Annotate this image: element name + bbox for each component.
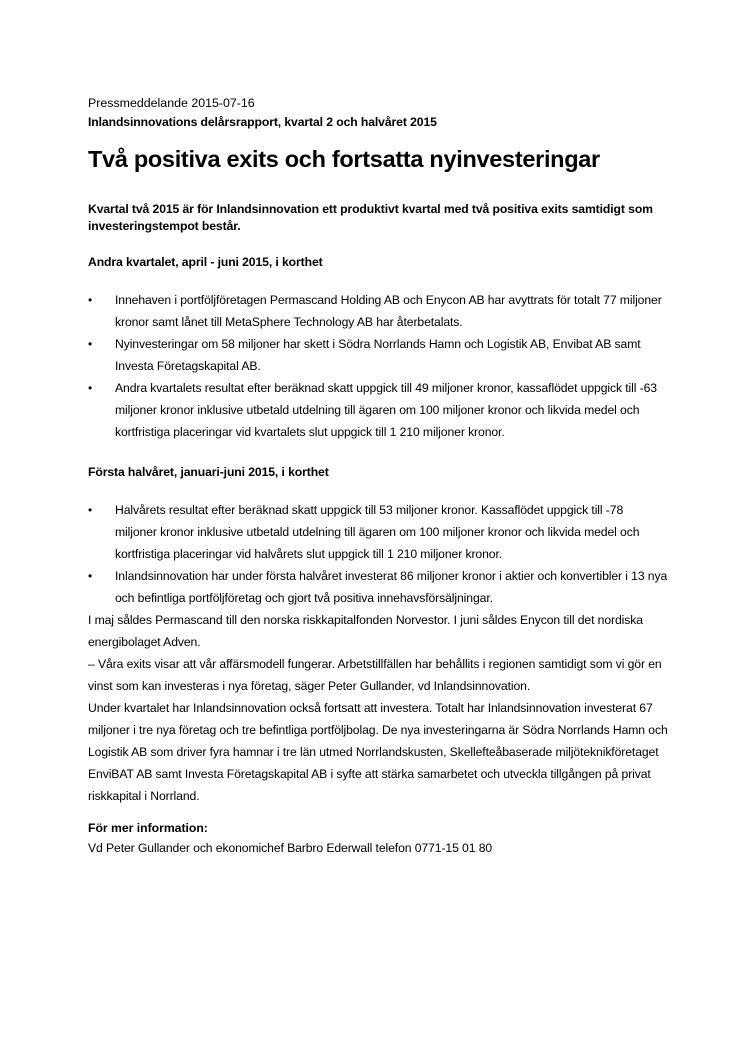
bullet-icon: • <box>88 381 93 395</box>
body-paragraph-investments: Under kvartalet har Inlandsinnovation också fortsatt att investera. Totalt har Inlandsinnovation investerat 67 miljoner i tre nya företag och tre befintliga portföljbolag. De nya investeringarna är Södra Norrlands Hamn och Logistik AB som driver fyra hamnar i tre län utmed Norrlandskusten, Skellefteåbaserade miljöteknikföretaget EnviBAT AB samt Investa Företagskapital AB i syfte att stärka samarbetet och utveckla tillgången på privat riskkapital i Norrland. <box>88 701 668 803</box>
contact-line: Vd Peter Gullander och ekonomichef Barbro Ederwall telefon 0771-15 01 80 <box>88 841 493 855</box>
list-item <box>88 499 668 565</box>
list-item <box>88 377 668 443</box>
list-item <box>88 289 668 333</box>
list-item <box>88 333 668 377</box>
bullet-text: Innehaven i portföljföretagen Permascand Holding AB och Enycon AB har avyttrats för totalt 77 miljoner kronor samt lånet till MetaSphere Technology AB har återbetalats. <box>115 293 662 329</box>
bullet-text: Halvårets resultat efter beräknad skatt uppgick till 53 miljoner kronor. Kassaflödet uppgick till -78 miljoner kronor inklusive utbetald utdelning till ägaren om 100 miljoner kronor och likvida medel och kortfristiga placeringar vid halvårets slut uppgick till 1 210 miljoner kronor. <box>115 503 640 561</box>
bullet-text: Nyinvesteringar om 58 miljoner har skett i Södra Norrlands Hamn och Logistik AB, Envibat AB samt Investa Företagskapital AB. <box>115 337 641 373</box>
press-release-page <box>88 95 668 859</box>
body-paragraph-sales: I maj såldes Permascand till den norska riskkapitalfonden Norvestor. I juni såldes Enycon till det nordiska energibolaget Adven. <box>88 613 643 649</box>
bullet-icon: • <box>88 337 93 351</box>
dateline: Pressmeddelande 2015-07-16 <box>88 96 255 110</box>
lead-paragraph: Kvartal två 2015 är för Inlandsinnovation ett produktivt kvartal med två positiva exits samtidigt som investeringstempot består. <box>88 202 653 233</box>
bullet-icon: • <box>88 293 93 307</box>
bullet-icon: • <box>88 569 93 583</box>
bullet-text: Inlandsinnovation har under första halvåret investerat 86 miljoner kronor i aktier och konvertibler i 13 nya och befintliga portföljföretag och gjort två positiva innehavsförsäljningar. <box>115 569 668 605</box>
contact-title: För mer information: <box>88 821 208 835</box>
quarter-bullet-list <box>88 289 668 443</box>
report-subtitle: Inlandsinnovations delårsrapport, kvartal 2 och halvåret 2015 <box>88 115 437 129</box>
bullet-text: Andra kvartalets resultat efter beräknad skatt uppgick till 49 miljoner kronor, kassaflödet uppgick till -63 miljoner kronor inklusive utbetald utdelning till ägaren om 100 miljoner kronor och likvida medel och kortfristiga placeringar vid kvartalets slut uppgick till 1 210 miljoner kronor. <box>115 381 657 439</box>
headline: Två positiva exits och fortsatta nyinvesteringar <box>88 146 600 172</box>
body-paragraph-quote: – Våra exits visar att vår affärsmodell fungerar. Arbetstillfällen har behållits i regionen samtidigt som vi gör en vinst som kan investeras i nya företag, säger Peter Gullander, vd Inlandsinnovation. <box>88 657 662 693</box>
list-item <box>88 565 668 609</box>
halfyear-section-title: Första halvåret, januari-juni 2015, i korthet <box>88 465 329 479</box>
bullet-icon: • <box>88 503 93 517</box>
quarter-section-title: Andra kvartalet, april - juni 2015, i korthet <box>88 255 323 269</box>
halfyear-bullet-list <box>88 499 668 609</box>
